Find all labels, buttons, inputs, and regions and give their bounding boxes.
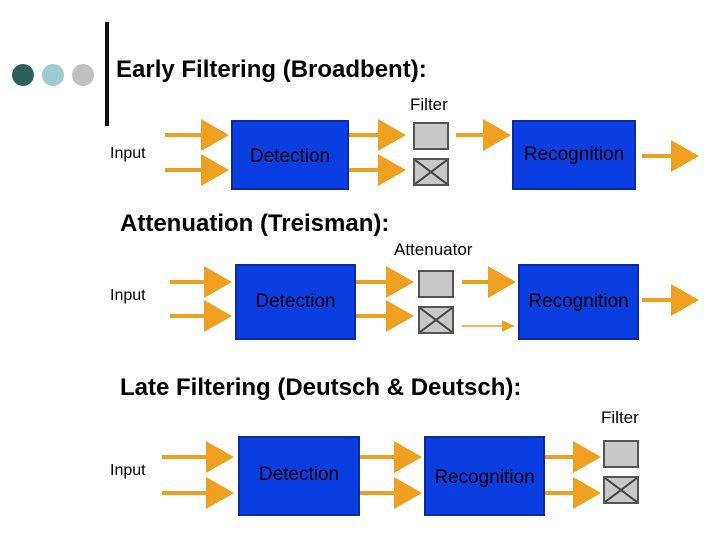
attenuate-x-icon [420, 308, 452, 332]
late-detection-label: Detection [258, 464, 340, 485]
atten-recognition-box [518, 264, 639, 340]
late-recognition-box [424, 436, 545, 516]
early-title: Early Filtering (Broadbent): [116, 56, 427, 83]
attenuator-label: Attenuator [394, 240, 473, 259]
atten-detection-label: Detection [255, 291, 336, 312]
late-recognition-label: Recognition [434, 467, 535, 488]
atten-recognition-label: Recognition [528, 291, 629, 312]
early-input-label: Input [110, 145, 146, 162]
early-filter-gate [413, 122, 449, 150]
early-blocked-gate [413, 158, 449, 186]
early-recognition-label: Recognition [523, 144, 625, 165]
late-filter-gate [603, 440, 639, 468]
attenuator-gate [418, 270, 454, 298]
early-detection-label: Detection [249, 146, 331, 167]
early-recognition-box [512, 120, 636, 190]
early-detection-box [231, 120, 349, 190]
early-filter-label: Filter [410, 95, 448, 114]
late-blocked-gate [603, 476, 639, 504]
late-detection-box [238, 436, 360, 516]
atten-input-label: Input [110, 287, 146, 304]
late-filter-label: Filter [601, 408, 639, 427]
atten-weak-gate [418, 306, 454, 334]
atten-detection-box [235, 264, 356, 340]
late-input-label: Input [110, 462, 146, 479]
attenuation-title: Attenuation (Treisman): [120, 210, 390, 237]
blocked-x-icon [415, 160, 447, 184]
late-title: Late Filtering (Deutsch & Deutsch): [120, 374, 522, 401]
blocked-x-icon [605, 478, 637, 502]
